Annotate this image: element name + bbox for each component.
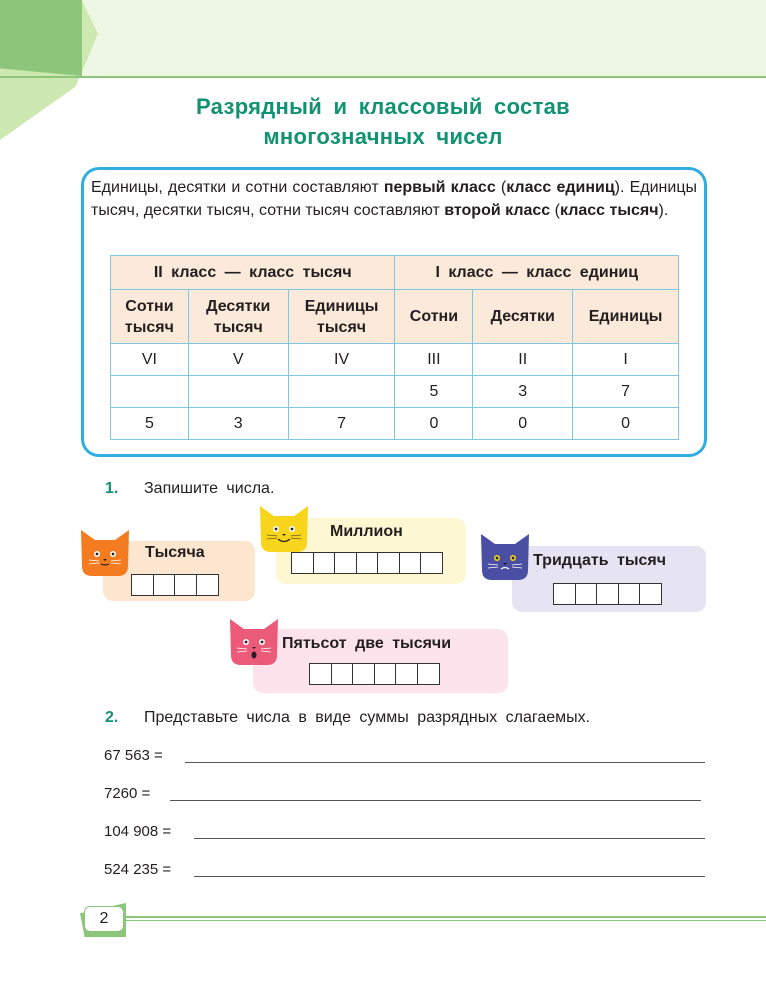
equation-label: 7260 = xyxy=(104,785,151,802)
table-cell: 7 xyxy=(573,376,679,408)
table-cell xyxy=(188,376,288,408)
digit-cell[interactable] xyxy=(639,583,662,605)
card-label-thousand: Тысяча xyxy=(145,544,205,561)
table-cell: 0 xyxy=(473,408,573,440)
digit-cell[interactable] xyxy=(131,574,154,596)
digit-cell[interactable] xyxy=(618,583,641,605)
answer-line[interactable] xyxy=(170,800,701,801)
task1-text: Запишите числа. xyxy=(144,480,275,497)
digit-cell[interactable] xyxy=(309,663,332,685)
digit-cell[interactable] xyxy=(395,663,418,685)
cat-orange-icon xyxy=(79,528,131,578)
col-ten-thousands xyxy=(188,290,288,344)
table-cell: I xyxy=(573,344,679,376)
card-label-five-hundred-two-thousand: Пятьсот две тысячи xyxy=(282,635,452,652)
rule-text xyxy=(91,176,697,222)
table-cell: IV xyxy=(288,344,395,376)
title-line-1: Разрядный и классовый состав xyxy=(195,94,571,119)
table-row xyxy=(111,376,679,408)
cat-blue-icon xyxy=(479,532,531,582)
digit-cell[interactable] xyxy=(420,552,443,574)
digit-cell[interactable] xyxy=(374,663,397,685)
task2-text: Представьте числа в виде суммы разрядных слагаемых. xyxy=(144,709,591,726)
equation-label: 524 235 = xyxy=(104,861,172,878)
page-number: 2 xyxy=(84,906,124,932)
digit-cells-five-hundred-two-thousand xyxy=(309,663,440,685)
digit-cell[interactable] xyxy=(174,574,197,596)
answer-line[interactable] xyxy=(185,762,705,763)
table-cell: II xyxy=(473,344,573,376)
table-row xyxy=(111,408,679,440)
header-band xyxy=(0,0,766,76)
table-cell: 7 xyxy=(288,408,395,440)
rule-term-units-class: класс единиц xyxy=(506,179,615,196)
header-line xyxy=(0,76,766,78)
col-header-word: Сотни xyxy=(125,297,174,315)
class-header-thousands: II класс — класс тысяч xyxy=(111,256,395,290)
rule-term-second-class: второй класс xyxy=(444,202,551,219)
rule-term-thousands-class: класс тысяч xyxy=(559,202,659,219)
equation-label: 67 563 = xyxy=(104,747,163,764)
digit-cell[interactable] xyxy=(331,663,354,685)
rule-text-part: ). Единицы тысяч, десятки тысяч, сотни тысяч составляют xyxy=(91,179,697,219)
table-cell: 0 xyxy=(395,408,473,440)
digit-cell[interactable] xyxy=(417,663,440,685)
digit-cell[interactable] xyxy=(399,552,422,574)
digit-cell[interactable] xyxy=(575,583,598,605)
rule-text-part: ( xyxy=(495,179,507,196)
class-header-units: I класс — класс единиц xyxy=(395,256,679,290)
task1-number: 1. xyxy=(105,480,119,497)
digit-cell[interactable] xyxy=(596,583,619,605)
col-hundred-thousands xyxy=(111,290,189,344)
table-cell: 3 xyxy=(473,376,573,408)
col-header-word: Десятки xyxy=(206,297,271,315)
col-header-word: тысяч xyxy=(124,318,174,336)
equation-label: 104 908 = xyxy=(104,823,172,840)
table-cell: VI xyxy=(111,344,189,376)
digit-cell[interactable] xyxy=(313,552,336,574)
digit-cell[interactable] xyxy=(291,552,314,574)
cat-yellow-icon xyxy=(258,504,310,554)
table-cell: 5 xyxy=(111,408,189,440)
rule-text-part: ( xyxy=(550,202,560,219)
digit-cell[interactable] xyxy=(553,583,576,605)
col-header-word: тысяч xyxy=(317,318,367,336)
title-line-2: многозначных чисел xyxy=(263,124,503,149)
table-cell: 5 xyxy=(395,376,473,408)
digit-cell[interactable] xyxy=(377,552,400,574)
corner-decoration-dark xyxy=(0,0,82,76)
table-cell xyxy=(288,376,395,408)
cat-pink-icon xyxy=(228,617,280,667)
footer-line-thin xyxy=(95,920,766,921)
digit-cell[interactable] xyxy=(356,552,379,574)
digit-cell[interactable] xyxy=(196,574,219,596)
table-cell: III xyxy=(395,344,473,376)
col-header-word: Единицы xyxy=(304,297,379,315)
table-cell: 0 xyxy=(573,408,679,440)
footer-line xyxy=(95,916,766,918)
class-header-row xyxy=(111,256,679,290)
answer-line[interactable] xyxy=(194,876,705,877)
digit-cells-thousand xyxy=(131,574,219,596)
table-row xyxy=(111,344,679,376)
rule-text-part: ). xyxy=(658,202,669,219)
digit-cells-thirty-thousand xyxy=(553,583,662,605)
digit-cell[interactable] xyxy=(352,663,375,685)
rule-term-first-class: первый класс xyxy=(383,179,496,196)
card-label-million: Миллион xyxy=(330,523,403,540)
col-unit-thousands xyxy=(288,290,395,344)
table-cell: 3 xyxy=(188,408,288,440)
place-value-table xyxy=(110,255,679,440)
col-hundreds: Сотни xyxy=(395,290,473,344)
page-title xyxy=(0,92,766,152)
card-label-thirty-thousand: Тридцать тысяч xyxy=(533,552,666,569)
task2-number: 2. xyxy=(105,709,119,726)
table-cell xyxy=(111,376,189,408)
table-cell: V xyxy=(188,344,288,376)
answer-line[interactable] xyxy=(194,838,705,839)
col-units: Единицы xyxy=(573,290,679,344)
digit-cell[interactable] xyxy=(334,552,357,574)
col-tens: Десятки xyxy=(473,290,573,344)
column-header-row xyxy=(111,290,679,344)
rule-text-part: Единицы, десятки и сотни составляют xyxy=(91,179,384,196)
digit-cells-million xyxy=(291,552,443,574)
col-header-word: тысяч xyxy=(213,318,263,336)
digit-cell[interactable] xyxy=(153,574,176,596)
